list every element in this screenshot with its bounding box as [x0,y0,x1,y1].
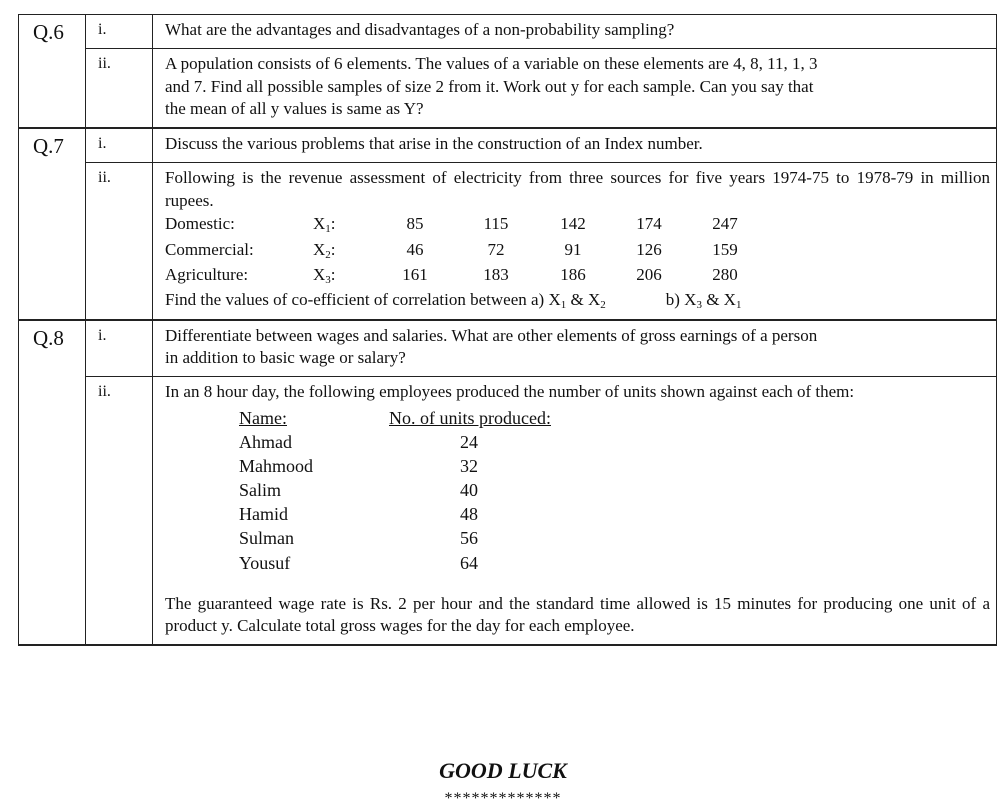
q7-ii-intro: Following is the revenue assessment of electricity from three sources for five years 1974-75 to 1978-79 in million rupees. [165,167,990,210]
employee-name: Salim [239,480,282,501]
q8-ii-note: The guaranteed wage rate is Rs. 2 per hour and the standard time allowed is 15 minutes for producing one unit of a product y. Calculate total gross wages for the day for each employee. [165,593,990,636]
q8-number: Q.8 [19,320,86,646]
revenue-value: 142 [560,214,586,234]
q8-part-i-row [19,320,997,377]
revenue-value: 91 [564,239,582,259]
employee-units: 24 [460,432,478,453]
q6-ii-text [153,48,997,128]
revenue-value: 186 [560,264,586,284]
q6-i-text: What are the advantages and disadvantages of a non-probability sampling? [153,15,997,49]
employee-name: Yousuf [239,552,291,573]
q8-i-line: Differentiate between wages and salaries. What are other elements of gross earnings of a person [165,325,818,345]
revenue-value: 85 [406,214,424,234]
employee-name: Sulman [239,528,295,549]
revenue-value: 115 [483,214,509,234]
q6-part-ii-row [19,48,997,128]
stars-line: ************* [444,790,562,807]
q7-i-label: i. [86,128,153,162]
question-table [18,14,997,646]
source-variable: $X_3$: [313,264,336,286]
revenue-value: 247 [712,214,738,234]
revenue-value: 206 [636,264,662,284]
source-variable: $X_2$: [313,239,336,261]
q6-ii-line: and 7. Find all possible samples of size 2 from it. Work out y for each sample. Can you say that [165,76,814,96]
source-name: Domestic: [165,214,235,234]
employee-table [239,406,990,575]
employee-name: Mahmood [239,456,313,477]
q6-number: Q.6 [19,15,86,129]
employee-name: Ahmad [239,432,292,453]
employee-name: Hamid [239,504,288,525]
employee-units: 40 [460,480,478,501]
revenue-value: 161 [402,264,428,284]
revenue-table [165,212,990,288]
revenue-value: 46 [406,239,424,259]
q8-part-ii-row [19,377,997,646]
revenue-value: 72 [487,239,505,259]
q6-ii-label: ii. [86,48,153,128]
revenue-value: 174 [636,214,662,234]
good-luck-title: GOOD LUCK [439,758,567,783]
q8-i-label: i. [86,320,153,377]
revenue-value: 159 [712,239,738,259]
revenue-value: 280 [712,264,738,284]
q8-i-line: in addition to basic wage or salary? [165,348,406,368]
q7-ii-label: ii. [86,162,153,319]
employee-name-header: Name: [239,407,287,428]
source-name: Agriculture: [165,264,249,284]
q7-part-ii-row [19,162,997,319]
employee-units: 56 [460,528,478,549]
q7-part-i-row [19,128,997,162]
q6-i-label: i. [86,15,153,49]
q7-number: Q.7 [19,128,86,320]
q8-ii-label: ii. [86,377,153,646]
correlation-question: Find the values of co-efficient of correlation between a) $X_1$ & $X_2$ b) $X_3$ & $X_1$ [165,289,742,311]
revenue-value: 183 [483,264,509,284]
q8-ii-intro: In an 8 hour day, the following employees produced the number of units shown against each of them: [165,382,855,402]
revenue-value: 126 [636,239,662,259]
q6-part-i-row [19,15,997,49]
q6-ii-line: the mean of all y values is same as Y? [165,99,424,119]
employee-units: 48 [460,504,478,525]
units-header: No. of units produced: [389,407,551,428]
q8-i-text [153,320,997,377]
employee-units: 32 [460,456,478,477]
source-variable: $X_1$: [313,214,336,236]
source-name: Commercial: [165,239,254,259]
employee-units: 64 [460,552,478,573]
q8-ii-content [153,377,997,646]
q6-ii-line: A population consists of 6 elements. The values of a variable on these elements are 4, 8, 11, 1, 3 [165,53,818,73]
q7-ii-content [153,162,997,319]
q7-i-text: Discuss the various problems that arise in the construction of an Index number. [153,128,997,162]
